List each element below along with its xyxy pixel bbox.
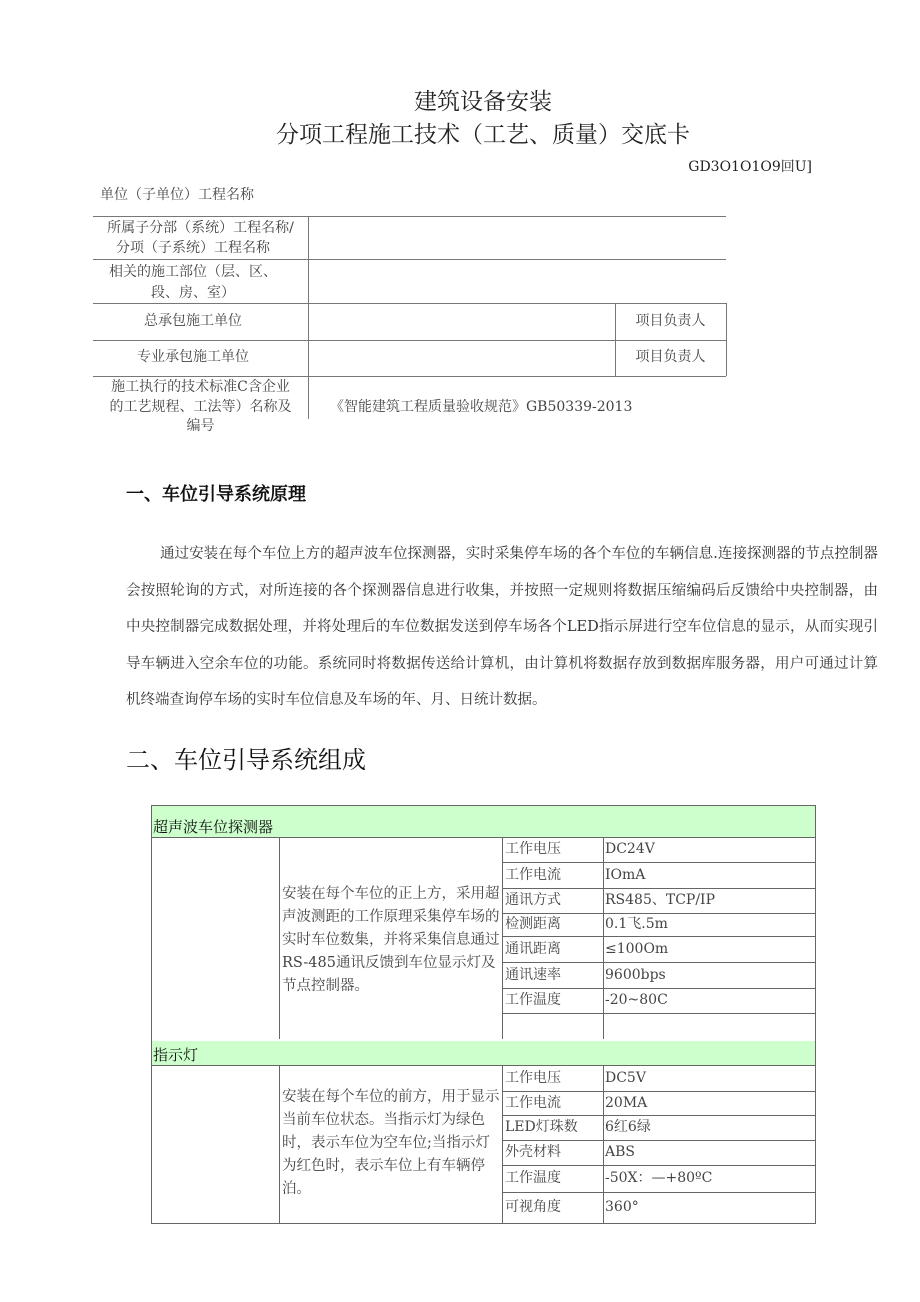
spec-label: 工作电流 [505, 1095, 561, 1111]
spec-row [503, 989, 816, 1014]
spec-value: ≤100Om [603, 937, 816, 962]
spec-label: 工作电压 [505, 841, 561, 857]
component-group-header: 指示灯 [152, 1041, 815, 1066]
manager-label-1: 项目负责人 [635, 313, 706, 329]
standard-label-2: 的工艺规程、工法等）名称及 [109, 399, 292, 415]
spec-value: IOmA [603, 863, 816, 888]
spec-value: 6红6绿 [603, 1116, 816, 1140]
spec-row [503, 1141, 816, 1166]
spec-label: 外壳材料 [505, 1144, 561, 1160]
spec-row [503, 1092, 816, 1116]
spec-row [503, 889, 816, 914]
sub-name-label-1: 所属子分部（系统）工程名称/ [107, 220, 294, 236]
spec-value [603, 1014, 816, 1039]
general-contractor-label: 总承包施工单位 [144, 313, 242, 329]
spec-value: 20MA [603, 1092, 816, 1115]
section1-body: 通过安装在每个车位上方的超声波车位探测器，实时采集停车场的各个车位的车辆信息.连接探测器的节点控制器会按照轮询的方式，对所连接的各个探测器信息进行收集，并按照一定规则将数据压缩编码后反馈给中央控制器，由中央控制器完成数据处理，并将处理后的车位数据发送到停车场各个LED指示屏进行空车位信息的显示，从而实现引导车辆进入空余车位的功能。系统同时将数据传送给计算机，由计算机将数据存放到数据库服务器，用户可通过计算机终端查询停车场的实时车位信息及车场的年、月、日统计数据。 [126, 546, 878, 708]
specialty-contractor-label: 专业承包施工单位 [137, 349, 249, 365]
spec-label: 工作电压 [505, 1070, 561, 1086]
spec-value: DC24V [603, 838, 816, 862]
spec-value: RS485、TCP/IP [603, 889, 816, 913]
spec-label: 检测距离 [505, 916, 561, 932]
spec-label: 通讯距离 [505, 941, 561, 957]
spec-value: -20~80C [603, 989, 816, 1013]
spec-row [503, 1116, 816, 1141]
spec-row [503, 1193, 816, 1223]
spec-value: -50X：—+80ºC [603, 1166, 816, 1192]
location-label-1: 相关的施工部位（层、区、 [109, 264, 277, 280]
component-description: 安装在每个车位的正上方，采用超声波测距的工作原理采集停车场的实时车位数集，并将采集信息通过RS-485通讯反馈到车位显示灯及节点控制器。 [279, 838, 503, 1039]
spec-row [503, 838, 816, 863]
spec-row [503, 1066, 816, 1092]
spec-row [503, 963, 816, 989]
spec-value: 9600bps [603, 963, 816, 988]
spec-row [503, 1014, 816, 1039]
document-title: 建筑设备安装 [414, 89, 552, 115]
component-description: 安装在每个车位的前方，用于显示当前车位状态。当指示灯为绿色时，表示车位为空车位;当指示灯为红色时，表示车位上有车辆停泊。 [279, 1066, 503, 1223]
standard-value: 《智能建筑工程质量验收规范》GB50339-2013 [330, 399, 633, 415]
document-subtitle: 分项工程施工技术（工艺、质量）交底卡 [276, 122, 690, 148]
spec-label: LED灯珠数 [505, 1119, 578, 1135]
unit-name-label: 单位（子单位）工程名称 [100, 187, 254, 203]
spec-value: 360° [603, 1193, 816, 1223]
components-table [151, 805, 816, 1224]
spec-label: 工作电流 [505, 867, 561, 883]
component-group-header: 超声波车位探测器 [152, 806, 815, 838]
document-code: GD3O1O1O9回U] [688, 159, 812, 175]
spec-row [503, 914, 816, 937]
spec-value: ABS [603, 1141, 816, 1165]
spec-label: 工作温度 [505, 1170, 561, 1186]
spec-row [503, 937, 816, 963]
spec-label: 工作温度 [505, 992, 561, 1008]
location-label-2: 段、房、室） [151, 285, 235, 301]
spec-label: 通讯速率 [505, 967, 561, 983]
section1-heading: 一、车位引导系统原理 [126, 484, 306, 505]
spec-value: DC5V [603, 1066, 816, 1091]
sub-name-label-2: 分项（子系统）工程名称 [116, 240, 270, 256]
spec-value: 0.1飞.5m [603, 914, 816, 936]
manager-label-2: 项目负责人 [635, 349, 706, 365]
spec-row [503, 863, 816, 889]
spec-label: 通讯方式 [505, 892, 561, 908]
spec-label: 可视角度 [505, 1199, 561, 1215]
standard-label-3: 编号 [186, 418, 215, 434]
section2-heading: 二、车位引导系统组成 [126, 746, 366, 774]
spec-row [503, 1166, 816, 1193]
standard-label-1: 施工执行的技术标准C含企业 [111, 379, 290, 395]
